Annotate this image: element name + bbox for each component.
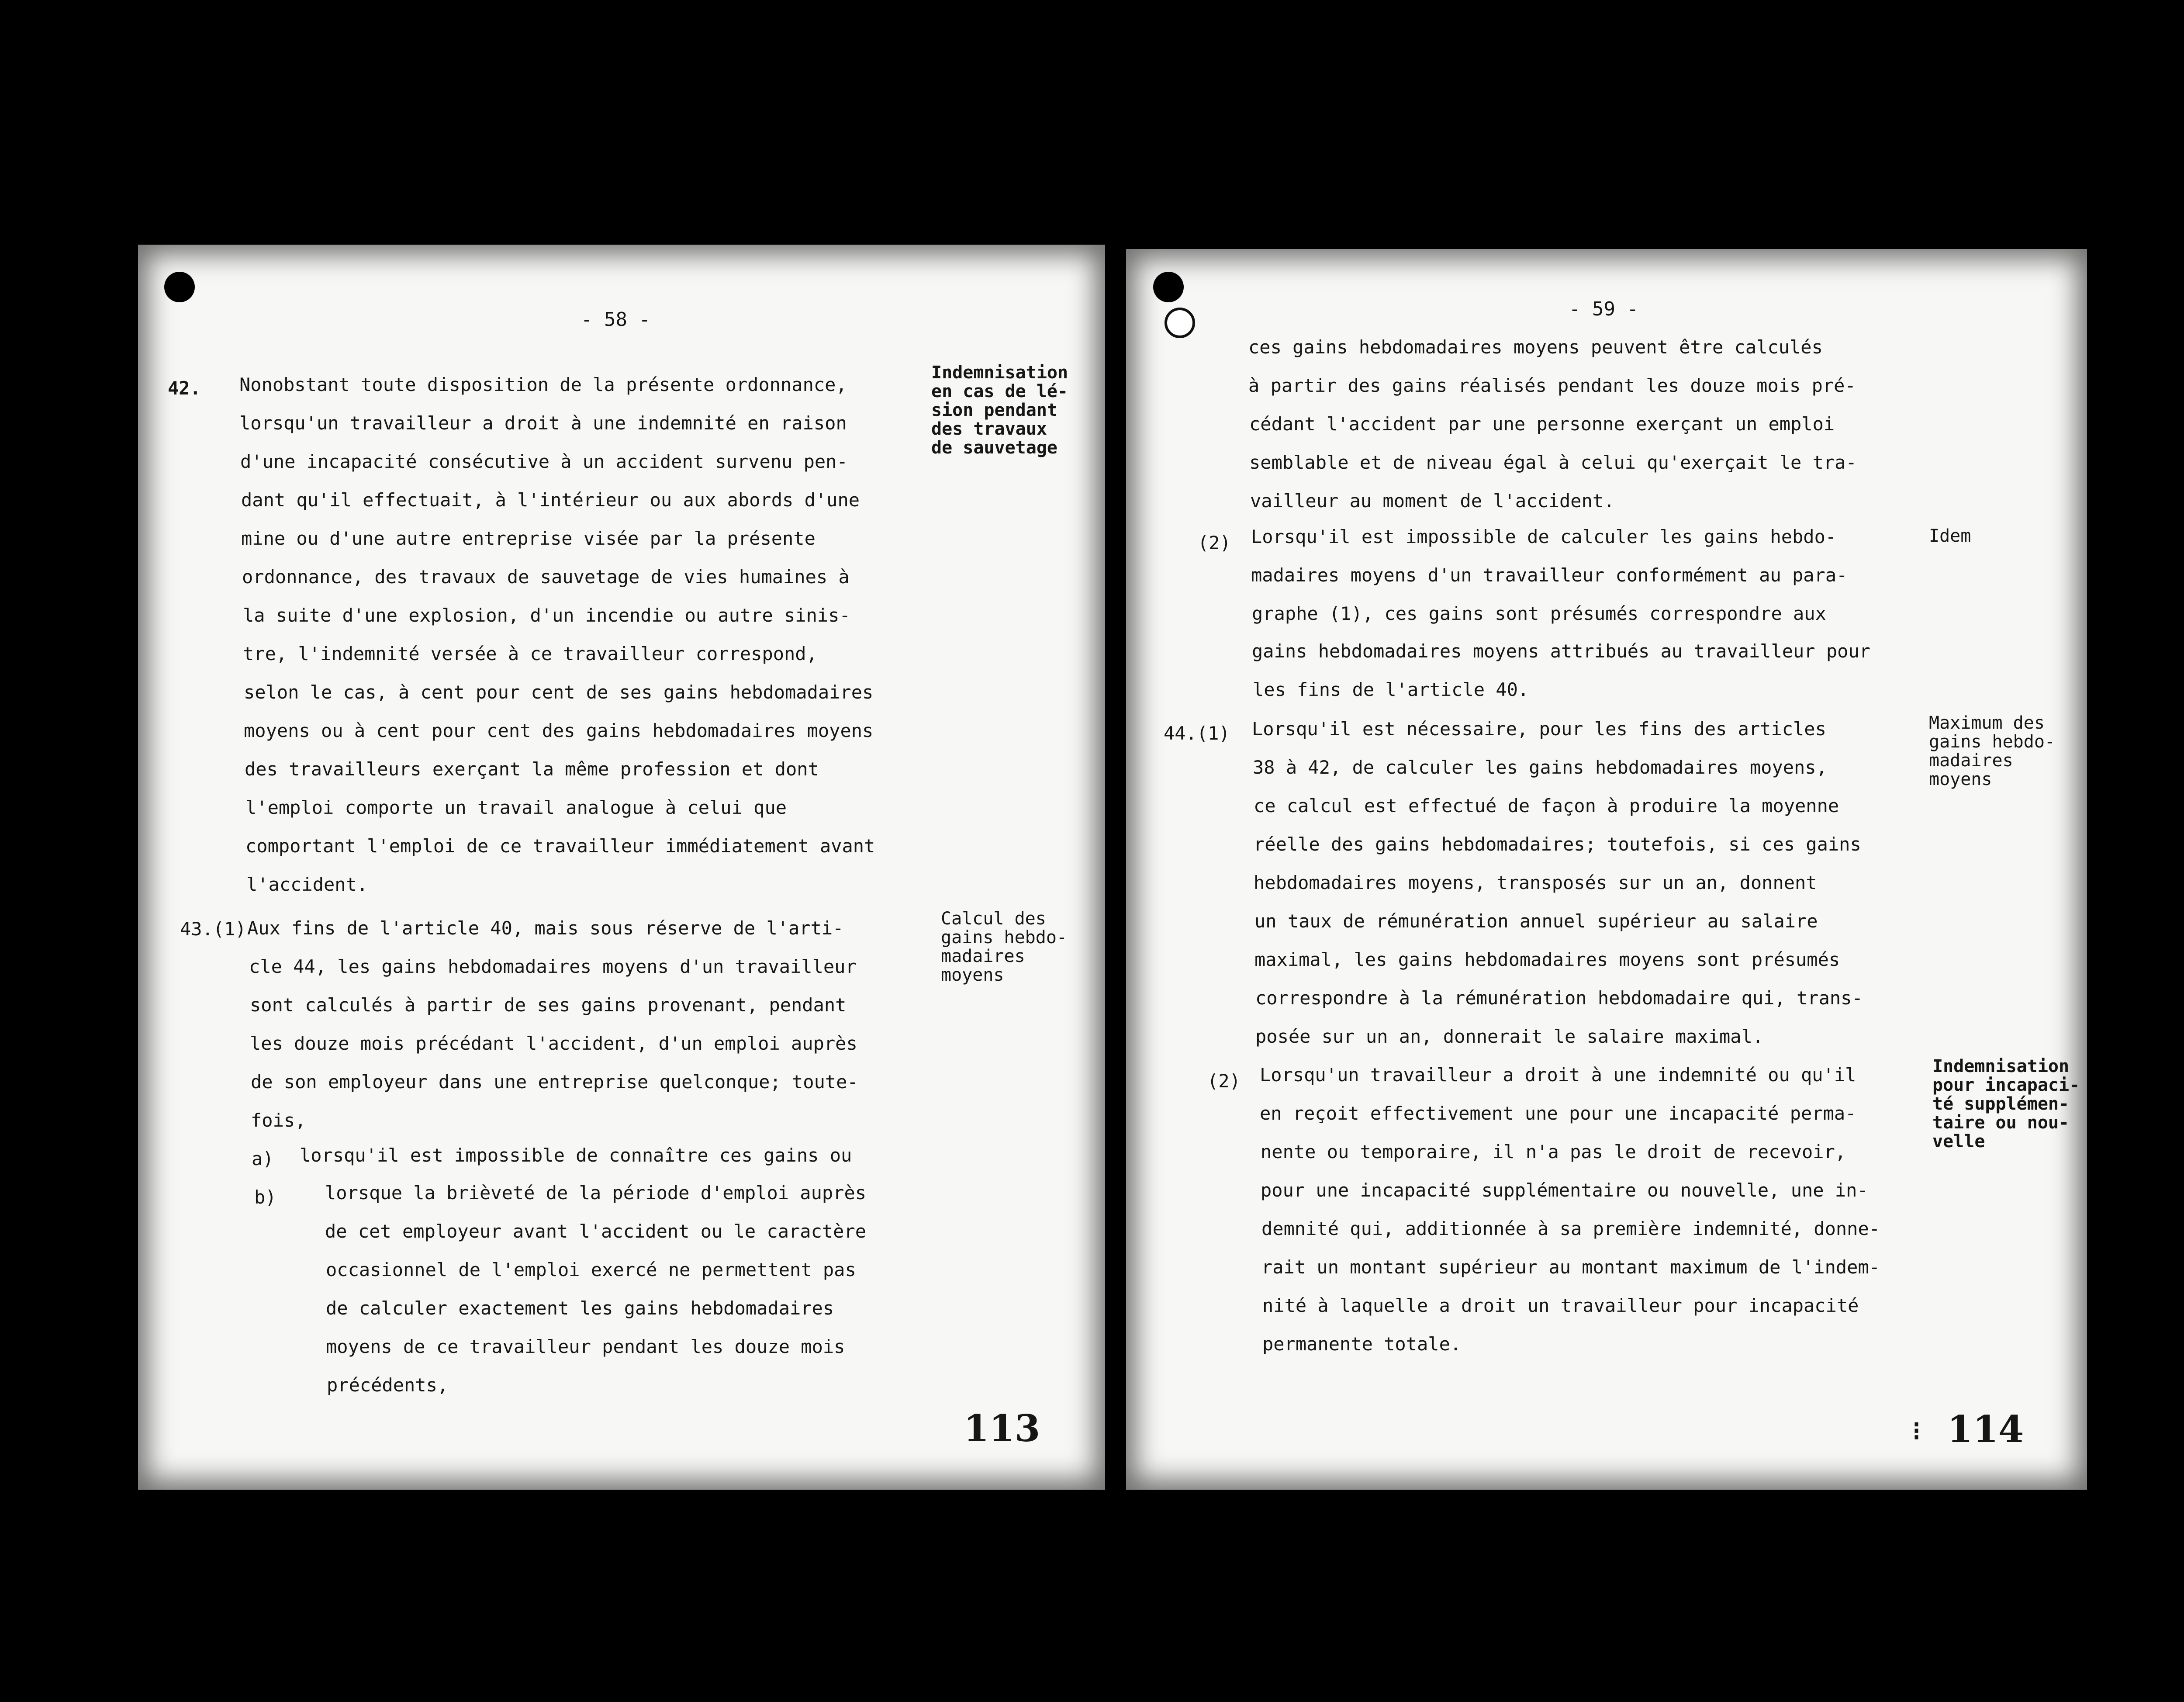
text-line: Lorsqu'il est nécessaire, pour les fins des articles xyxy=(1252,718,1826,740)
right-page xyxy=(1126,249,2087,1490)
margin-note: Indemnisation en cas de lé- sion pendant des travaux de sauvetage xyxy=(931,363,1068,458)
text-line: d'une incapacité consécutive à un accident survenu pen- xyxy=(240,451,848,472)
text-line: lorsqu'il est impossible de connaître ces gains ou xyxy=(300,1145,852,1166)
text-line: nente ou temporaire, il n'a pas le droit de recevoir, xyxy=(1261,1141,1846,1162)
left-page xyxy=(138,245,1105,1490)
text-line: posée sur un an, donnerait le salaire maximal. xyxy=(1255,1026,1764,1047)
text-line: cédant l'accident par une personne exerçant un emploi xyxy=(1249,413,1835,435)
speck-marks: ⁝ xyxy=(1912,1416,1921,1446)
punch-hole-icon xyxy=(164,272,195,302)
text-line: comportant l'emploi de ce travailleur immédiatement avant xyxy=(245,835,875,857)
text-line: de cet employeur avant l'accident ou le caractère xyxy=(325,1221,867,1242)
section-number: 44.(1) xyxy=(1164,723,1230,744)
text-line: rait un montant supérieur au montant maximum de l'indem- xyxy=(1261,1256,1880,1278)
text-line: sont calculés à partir de ses gains provenant, pendant xyxy=(250,994,847,1016)
text-line: les douze mois précédant l'accident, d'un emploi auprès xyxy=(250,1033,857,1054)
item-label: b) xyxy=(254,1187,276,1208)
section-number: (2) xyxy=(1207,1070,1241,1092)
text-line: réelle des gains hebdomadaires; toutefois, si ces gains xyxy=(1254,834,1861,855)
section-number: (2) xyxy=(1198,532,1231,553)
text-line: l'emploi comporte un travail analogue à celui que xyxy=(245,797,787,818)
punch-hole-icon xyxy=(1153,272,1184,302)
text-line: correspondre à la rémunération hebdomadaire qui, trans- xyxy=(1255,987,1863,1009)
text-line: moyens de ce travailleur pendant les douze mois xyxy=(326,1336,845,1357)
text-line: de son employeur dans une entreprise quelconque; toute- xyxy=(251,1071,858,1093)
text-line: les fins de l'article 40. xyxy=(1253,679,1529,700)
text-line: en reçoit effectivement une pour une incapacité perma- xyxy=(1260,1103,1856,1124)
text-line: graphe (1), ces gains sont présumés correspondre aux xyxy=(1252,603,1826,624)
text-line: tre, l'indemnité versée à ce travailleur correspond, xyxy=(243,643,817,664)
text-line: semblable et de niveau égal à celui qu'exerçait le tra- xyxy=(1249,452,1857,473)
punch-hole-ring-icon xyxy=(1165,308,1195,338)
text-line: vailleur au moment de l'accident. xyxy=(1250,490,1615,512)
text-line: un taux de rémunération annuel supérieur au salaire xyxy=(1254,910,1818,932)
section-number: 43.(1) xyxy=(180,918,246,940)
text-line: Lorsqu'un travailleur a droit à une indemnité ou qu'il xyxy=(1260,1064,1856,1086)
text-line: gains hebdomadaires moyens attribués au travailleur pour xyxy=(1252,640,1871,662)
section-number: 42. xyxy=(168,377,201,399)
text-line: dant qu'il effectuait, à l'intérieur ou aux abords d'une xyxy=(241,489,860,511)
page-number: - 58 - xyxy=(581,308,650,331)
text-line: Nonobstant toute disposition de la présente ordonnance, xyxy=(239,374,847,395)
text-line: lorsqu'un travailleur a droit à une indemnité en raison xyxy=(239,412,847,434)
text-line: permanente totale. xyxy=(1262,1333,1462,1355)
page-number: - 59 - xyxy=(1569,298,1638,320)
text-line: selon le cas, à cent pour cent de ses gains hebdomadaires xyxy=(244,681,874,703)
text-line: hebdomadaires moyens, transposés sur un an, donnent xyxy=(1254,872,1817,893)
text-line: madaires moyens d'un travailleur conformément au para- xyxy=(1251,564,1848,586)
text-line: demnité qui, additionnée à sa première indemnité, donne- xyxy=(1261,1218,1880,1239)
text-line: ordonnance, des travaux de sauvetage de vies humaines à xyxy=(242,566,850,588)
text-line: précédents, xyxy=(327,1374,449,1396)
text-line: ces gains hebdomadaires moyens peuvent être calculés xyxy=(1248,336,1823,358)
text-line: pour une incapacité supplémentaire ou nouvelle, une in- xyxy=(1261,1180,1868,1201)
text-line: 38 à 42, de calculer les gains hebdomadaires moyens, xyxy=(1253,757,1827,778)
margin-note: Calcul des gains hebdo- madaires moyens xyxy=(941,909,1067,985)
margin-note: Indemnisation pour incapaci- té supplémen- taire ou nou- velle xyxy=(1932,1056,2080,1152)
text-line: lorsque la brièveté de la période d'emploi auprès xyxy=(325,1182,867,1204)
text-line: Aux fins de l'article 40, mais sous réserve de l'arti- xyxy=(247,917,844,939)
margin-note: Maximum des gains hebdo- madaires moyens xyxy=(1929,713,2055,789)
text-line: moyens ou à cent pour cent des gains hebdomadaires moyens xyxy=(244,720,874,741)
margin-note: Idem xyxy=(1929,526,1971,546)
text-line: des travailleurs exerçant la même profession et dont xyxy=(245,758,819,780)
text-line: cle 44, les gains hebdomadaires moyens d'un travailleur xyxy=(249,956,857,977)
text-line: à partir des gains réalisés pendant les douze mois pré- xyxy=(1248,375,1856,396)
folio-number: 113 xyxy=(964,1407,1040,1450)
text-line: occasionnel de l'emploi exercé ne permettent pas xyxy=(326,1259,856,1280)
text-line: nité à laquelle a droit un travailleur pour incapacité xyxy=(1262,1295,1859,1316)
text-line: de calculer exactement les gains hebdomadaires xyxy=(326,1297,834,1319)
text-line: l'accident. xyxy=(246,874,368,895)
text-line: fois, xyxy=(251,1110,306,1131)
text-line: ce calcul est effectué de façon à produire la moyenne xyxy=(1254,795,1839,816)
item-label: a) xyxy=(252,1148,274,1169)
text-line: la suite d'une explosion, d'un incendie ou autre sinis- xyxy=(243,605,850,626)
text-line: mine ou d'une autre entreprise visée par la présente xyxy=(241,528,816,549)
text-line: Lorsqu'il est impossible de calculer les gains hebdo- xyxy=(1251,526,1837,547)
folio-number: 114 xyxy=(1947,1408,2024,1451)
text-line: maximal, les gains hebdomadaires moyens sont présumés xyxy=(1254,949,1840,970)
